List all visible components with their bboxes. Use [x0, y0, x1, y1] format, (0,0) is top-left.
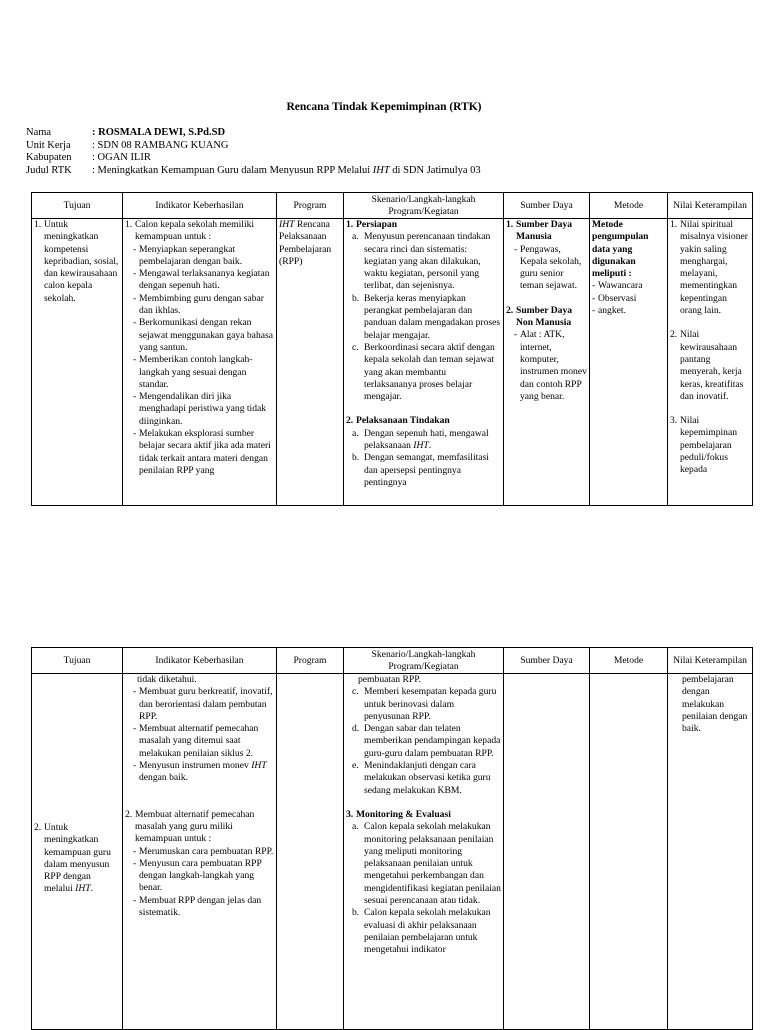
rtk-table-page-1 [31, 192, 753, 506]
list-item: d. Dengan sabar dan telaten memberikan pendampingan kepada guru-guru dalam pembuatan RPP. [352, 723, 501, 759]
cell-program [277, 674, 344, 1030]
list-item: 2. Nilai kewirausahaan pantang menyerah, kerja keras, kreatifitas dan inovatif. [670, 329, 744, 402]
list-item: - Menyiapkan seperangkat pembelajaran dengan baik. [133, 243, 243, 267]
meta-value: : ROSMALA DEWI, S.Pd.SD [92, 127, 226, 138]
cell-skenario: 1. Persiapan a. Menyusun perencanaan tindakan secara rinci dan sistematis: kegiatan yang akan dilakukan, waktu kegiatan, personil yang terlibat, dan sejenisnya. b. Bekerja keras menyiapkan perangkat pembelajaran dan panduan dalam mengadakan proses belajar mengajar. c. Berkoordinasi secara aktif dengan kepala sekolah dan teman sejawat yang akan membantu terlaksananya proses belajar mengajar. 2. Pelaksanaan Tindakan a. Dengan sepenuh hati, mengawal pelaksanaan IHT. b. Dengan semangat, memfasilitasi dan apersepsi pentingnya pentingnya [344, 219, 504, 506]
header-metode: Metode [590, 648, 668, 674]
header-indikator: Indikator Keberhasilan [123, 648, 277, 674]
meta-label: Unit Kerja [26, 139, 71, 151]
cell-tujuan: 2. Untuk meningkatkan kemampuan guru dalam menyusun RPP dengan melalui IHT. [32, 674, 123, 1030]
list-item: 1. Nilai spiritual misalnya visioner yakin saling menghargai, melayani, mementingkan kepentingan orang lain. [670, 219, 748, 317]
rtk-table-page-2 [31, 647, 753, 1030]
header-sumber-daya: Sumber Daya [504, 648, 590, 674]
meta-label: Judul RTK [26, 164, 72, 176]
list-item: a. Calon kepala sekolah melakukan monitoring pelaksanaan penilaian yang meliputi monitoring pelaksanaan penilaian untuk mengetahui perkembangan dan mengidentifikasi kegiatan penilaian sesuai perencanaan atau tidak. [352, 821, 501, 907]
list-item: - Membimbing guru dengan sabar dan ikhlas. [133, 292, 264, 317]
list-item: 3. Nilai kepemimpinan pembelajaran peduli/fokus kepada [670, 415, 738, 476]
cell-sumber-daya [504, 674, 590, 1030]
list-item: c. Memberi kesempatan kepada guru untuk berinovasi dalam penyusunan RPP. [352, 686, 497, 722]
table-header-row [32, 648, 753, 674]
header-skenario: Skenario/Langkah-langkah Program/Kegiatan [344, 193, 504, 219]
list-item: - Membuat alternatif pemecahan masalah yang ditemui saat melakukan penilaian siklus 2. [133, 723, 259, 759]
header-tujuan: Tujuan [32, 648, 123, 674]
cell-sumber-daya: 1. Sumber Daya Manusia - Pengawas, Kepala sekolah, guru senior teman sejawat. 2. Sumber Daya Non Manusia - Alat : ATK, internet, komputer, instrumen monev dan contoh RPP yang benar. [504, 219, 590, 506]
cell-skenario: pembuatan RPP. c. Memberi kesempatan kepada guru untuk berinovasi dalam penyusunan RPP. d. Dengan sabar dan telaten memberikan pendampingan kepada guru-guru dalam pembuatan RPP. e. Menindaklanjuti dengan cara melakukan observasi ketika guru sedang melakukan KBM. 3. Monitoring & Evaluasi a. Calon kepala sekolah melakukan monitoring pelaksanaan penilaian yang meliputi monitoring pelaksanaan penilaian untuk mengetahui perkembangan dan mengidentifikasi kegiatan penilaian sesuai perencanaan atau tidak. b. Calon kepala sekolah melakukan evaluasi di akhir pelaksanaan penilaian pembelajaran untuk mengetahui indikator [344, 674, 504, 1030]
header-nilai: Nilai Keterampilan [668, 193, 753, 219]
list-item: - Pengawas, Kepala sekolah, guru senior teman sejawat. [514, 243, 582, 292]
cell-metode: Metode pengumpulan data yang digunakan meliputi : - Wawancara - Observasi - angket. [590, 219, 668, 506]
header-nilai: Nilai Keterampilan [668, 648, 753, 674]
cell-program: IHT Rencana Pelaksanaan Pembelajaran (RPP) [277, 219, 344, 506]
header-indikator: Indikator Keberhasilan [123, 193, 277, 219]
list-item: b. Calon kepala sekolah melakukan evaluasi di akhir pelaksanaan penilaian pembelajaran untuk mengetahui indikator [352, 907, 491, 956]
list-item: b. Dengan semangat, memfasilitasi dan apersepsi pentingnya pentingnya [352, 452, 489, 488]
list-item: - Membuat RPP dengan jelas dan sistematik. [133, 894, 262, 919]
meta-value: : Meningkatkan Kemampuan Guru dalam Menyusun RPP Melalui IHT di SDN Jatimulya 03 [92, 164, 481, 176]
cell-metode [590, 674, 668, 1030]
meta-kabupaten [26, 152, 481, 165]
header-tujuan: Tujuan [32, 193, 123, 219]
list-item: - Mengawal terlaksananya kegiatan dengan sepenuh hati. [133, 268, 270, 292]
cell-indikator: tidak diketahui. - Membuat guru berkreatif, inovatif, dan berorientasi dalam pembutan RPP. - Membuat alternatif pemecahan masalah yang ditemui saat melakukan penilaian siklus 2. - Menyusun instrumen monev IHT dengan baik. 2. Membuat alternatif pemecahan masalah yang guru miliki kemampuan untuk : - Merumuskan cara pembuatan RPP. - Menyusun cara pembuatan RPP dengan langkah-langkah yang benar. - Membuat RPP dengan jelas dan sistematik. [123, 674, 277, 1030]
meta-nama [26, 127, 481, 140]
meta-value: : OGAN ILIR [92, 152, 151, 163]
document-meta [26, 127, 481, 177]
document-title: Rencana Tindak Kepemimpinan (RTK) [286, 101, 482, 113]
header-program: Program [277, 648, 344, 674]
table-row [32, 219, 753, 506]
header-sumber-daya: Sumber Daya [504, 193, 590, 219]
cell-nilai: pembelajaran dengan melakukan penilaian dengan baik. [668, 674, 753, 1030]
meta-value: : SDN 08 RAMBANG KUANG [92, 139, 229, 151]
list-item: a. Menyusun perencanaan tindakan secara rinci dan sistematis: kegiatan yang akan dilakukan, waktu kegiatan, personil yang terlibat, dan sejenisnya. [352, 231, 491, 292]
list-item: e. Menindaklanjuti dengan cara melakukan observasi ketika guru sedang melakukan KBM. [352, 760, 491, 796]
list-item: - Mengendalikan diri jika menghadapi peristiwa yang tidak diinginkan. [133, 391, 267, 427]
cell-indikator: 1. Calon kepala sekolah memiliki kemampuan untuk : - Menyiapkan seperangkat pembelajaran dengan baik. - Mengawal terlaksananya kegiatan dengan sepenuh hati. - Membimbing guru dengan sabar dan ikhlas. - Berkomunikasi dengan rekan sejawat menggunakan gaya bahasa yang santun. - Memberikan contoh langkah-langkah yang sesuai dengan standar. - Mengendalikan diri jika menghadapi peristiwa yang tidak diinginkan. - Melakukan eksplorasi sumber belajar secara aktif jika ada materi tidak terkait antara materi dengan penilaian RPP yang [123, 219, 277, 506]
header-program: Program [277, 193, 344, 219]
meta-unit-kerja [26, 140, 481, 153]
list-item: a. Dengan sepenuh hati, mengawal pelaksanaan IHT. [352, 427, 489, 452]
list-item: - Menyusun cara pembuatan RPP dengan langkah-langkah yang benar. [133, 857, 262, 894]
header-metode: Metode [590, 193, 668, 219]
list-item: - Observasi [592, 292, 637, 304]
table-row [32, 674, 753, 1030]
list-item: - angket. [592, 305, 626, 317]
list-item: - Menyusun instrumen monev IHT dengan baik. [133, 760, 267, 784]
list-item: b. Bekerja keras menyiapkan perangkat pembelajaran dan panduan dalam mengadakan proses belajar mengajar. [352, 292, 501, 341]
list-item: c. Berkoordinasi secara aktif dengan kepala sekolah dan teman sejawat yang akan membantu terlaksananya proses belajar mengajar. [352, 341, 495, 403]
header-skenario: Skenario/Langkah-langkah Program/Kegiatan [344, 648, 504, 674]
meta-label: Kabupaten [26, 152, 72, 163]
meta-judul-rtk [26, 165, 481, 178]
list-item: - Wawancara [592, 280, 643, 292]
list-item: - Berkomunikasi dengan rekan sejawat menggunakan gaya bahasa yang santun. [133, 317, 273, 353]
meta-label: Nama [26, 127, 52, 138]
list-item: - Memberikan contoh langkah-langkah yang sesuai dengan standar. [133, 354, 253, 390]
list-item: - Alat : ATK, internet, komputer, instrumen monev dan contoh RPP yang benar. [514, 329, 587, 402]
cell-nilai [668, 219, 753, 506]
cell-tujuan: 1. Untuk meningkatkan kompetensi kepribadian, sosial, dan kewirausahaan calon kepala sekolah. [32, 219, 123, 506]
table-header-row [32, 193, 753, 219]
list-item: - Melakukan eksplorasi sumber belajar secara aktif jika ada materi tidak terkait antara materi dengan penilaian RPP yang [133, 428, 271, 476]
list-item: - Membuat guru berkreatif, inovatif, dan berorientasi dalam pembutan RPP. [133, 686, 273, 722]
list-item: - Merumuskan cara pembuatan RPP. [133, 845, 274, 857]
